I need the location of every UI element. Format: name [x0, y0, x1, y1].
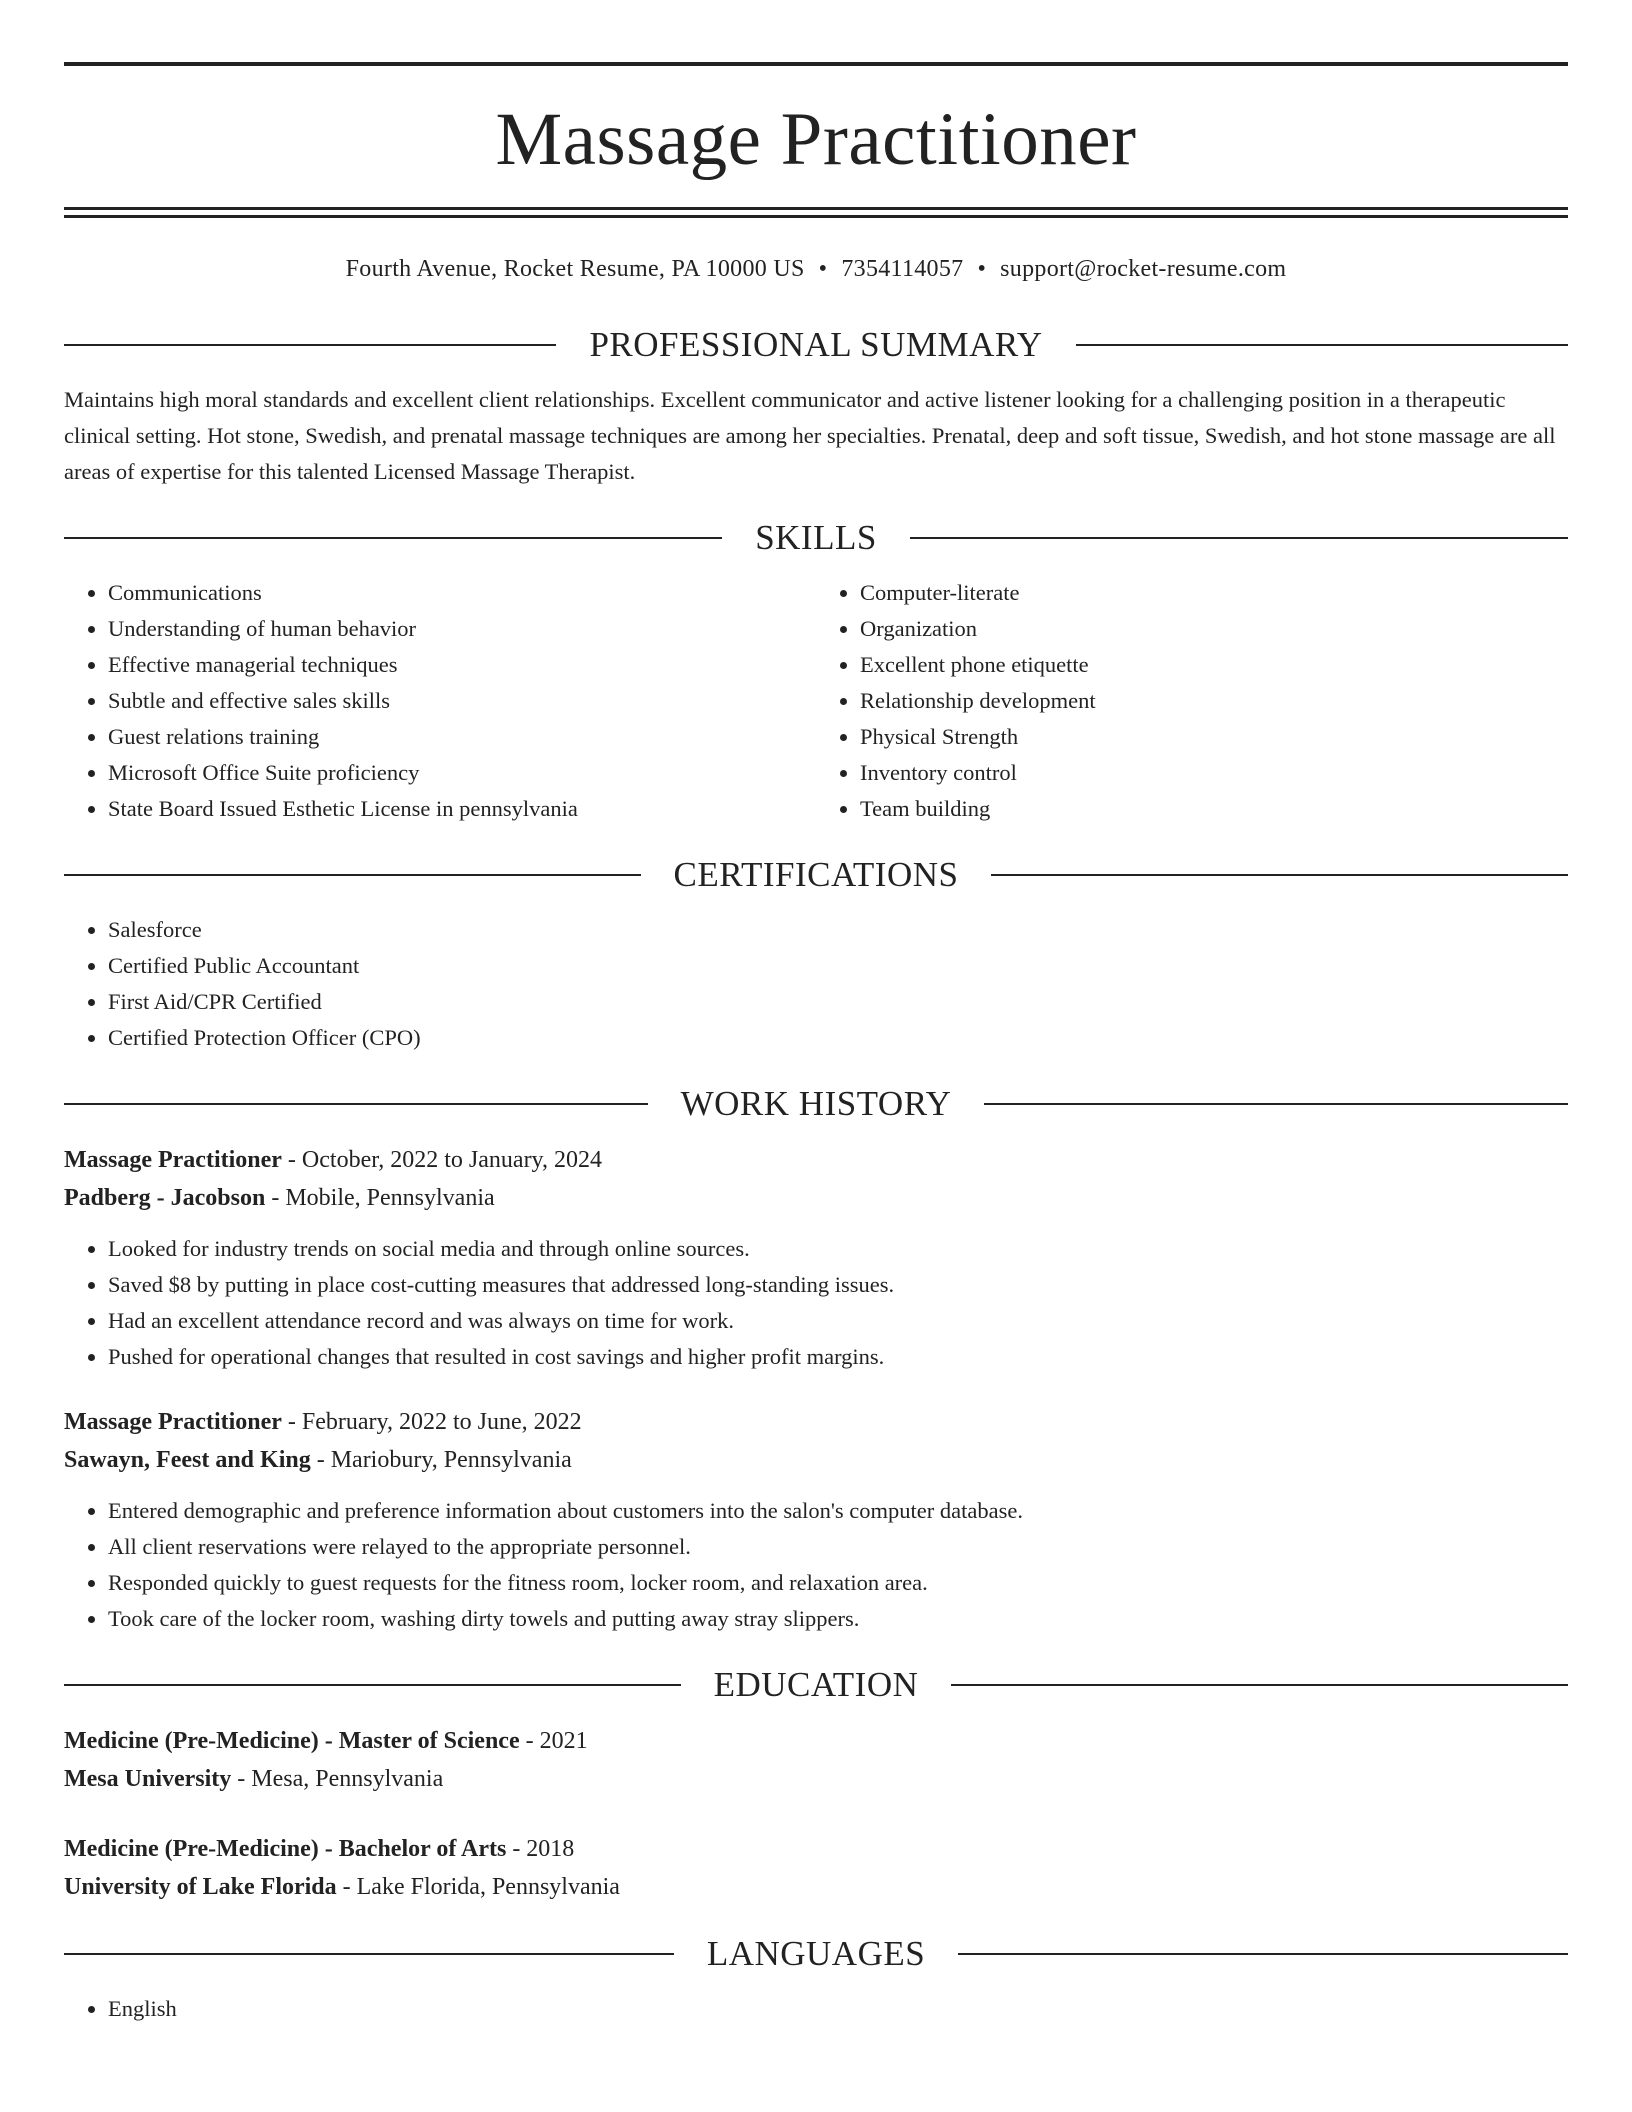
section-title-summary: PROFESSIONAL SUMMARY — [589, 325, 1043, 364]
job-bullet: • Had an excellent attendance record and was always on time for work. — [108, 1303, 1568, 1339]
job-company: Padberg - Jacobson — [64, 1185, 266, 1211]
section-title-skills: SKILLS — [755, 518, 877, 557]
education-year: - 2018 — [506, 1836, 575, 1862]
skill-item: • Computer-literate — [860, 575, 1568, 611]
job-bullet: • All client reservations were relayed to the appropriate personnel. — [108, 1529, 1568, 1565]
job-location: - Mariobury, Pennsylvania — [310, 1447, 572, 1473]
skill-item: • Excellent phone etiquette — [860, 647, 1568, 683]
skill-item: • Subtle and effective sales skills — [108, 683, 816, 719]
section-rule — [64, 344, 556, 346]
job-entry — [64, 1403, 1568, 1637]
languages-list — [64, 1991, 1568, 2027]
job-dates: - February, 2022 to June, 2022 — [281, 1409, 582, 1435]
skill-item: • Understanding of human behavior — [108, 611, 816, 647]
skill-item: • Relationship development — [860, 683, 1568, 719]
skill-item: • Organization — [860, 611, 1568, 647]
job-location: - Mobile, Pennsylvania — [265, 1185, 495, 1211]
skills-list-right — [816, 575, 1568, 827]
section-header-skills — [64, 520, 1568, 555]
skill-item: • Team building — [860, 791, 1568, 827]
job-bullet: • Took care of the locker room, washing dirty towels and putting away stray slippers. — [108, 1601, 1568, 1637]
job-company: Sawayn, Feest and King — [64, 1447, 311, 1473]
section-rule — [991, 874, 1568, 876]
skills-columns — [64, 575, 1568, 827]
certification-item: • Certified Public Accountant — [108, 948, 1568, 984]
contact-separator: • — [977, 256, 987, 282]
section-header-summary — [64, 327, 1568, 362]
education-location: - Lake Florida, Pennsylvania — [336, 1874, 620, 1900]
certifications-list — [64, 912, 1568, 1056]
education-entry — [64, 1830, 1568, 1906]
job-bullet: • Entered demographic and preference information about customers into the salon's computer database. — [108, 1493, 1568, 1529]
job-role: Massage Practitioner — [64, 1409, 282, 1435]
skill-item: • State Board Issued Esthetic License in pennsylvania — [108, 791, 816, 827]
job-bullets — [64, 1231, 1568, 1375]
job-dates: - October, 2022 to January, 2024 — [281, 1147, 602, 1173]
job-bullet: • Saved $8 by putting in place cost-cutting measures that addressed long-standing issues. — [108, 1267, 1568, 1303]
skill-item: • Microsoft Office Suite proficiency — [108, 755, 816, 791]
education-degree: Medicine (Pre-Medicine) - Bachelor of Arts — [64, 1836, 507, 1862]
education-school-line — [64, 1760, 1568, 1798]
job-role: Massage Practitioner — [64, 1147, 282, 1173]
section-title-work: WORK HISTORY — [680, 1084, 952, 1123]
top-rule — [64, 62, 1568, 66]
skill-item: • Effective managerial techniques — [108, 647, 816, 683]
summary-text: Maintains high moral standards and excellent client relationships. Excellent communicator and active listener looking for a challenging position in a therapeutic clinical setting. Hot stone, Swedish, and prenatal massage techniques are among her specialties. Prenatal, deep and soft tissue, Swedish, and hot stone massage are all areas of expertise for this talented Licensed Massage Therapist. — [64, 387, 1556, 484]
section-rule — [910, 537, 1568, 539]
section-rule — [64, 874, 641, 876]
section-rule — [1076, 344, 1568, 346]
contact-email: support@rocket-resume.com — [1000, 256, 1287, 282]
skill-item: • Communications — [108, 575, 816, 611]
job-bullet: • Responded quickly to guest requests for the fitness room, locker room, and relaxation area. — [108, 1565, 1568, 1601]
education-school-line — [64, 1868, 1568, 1906]
section-rule — [64, 1103, 648, 1105]
job-bullets — [64, 1493, 1568, 1637]
skill-item: • Physical Strength — [860, 719, 1568, 755]
certification-item: • Certified Protection Officer (CPO) — [108, 1020, 1568, 1056]
section-rule — [951, 1684, 1568, 1686]
section-title-certifications: CERTIFICATIONS — [673, 855, 959, 894]
job-title-line — [64, 1141, 1568, 1179]
section-title-languages: LANGUAGES — [706, 1934, 926, 1973]
education-degree-line — [64, 1830, 1568, 1868]
section-rule — [984, 1103, 1568, 1105]
section-title-education: EDUCATION — [713, 1665, 919, 1704]
education-year: - 2021 — [519, 1728, 588, 1754]
section-header-certifications — [64, 857, 1568, 892]
section-rule — [64, 1684, 681, 1686]
skill-item: • Inventory control — [860, 755, 1568, 791]
header-double-rule — [64, 207, 1568, 218]
job-bullet: • Looked for industry trends on social media and through online sources. — [108, 1231, 1568, 1267]
contact-address: Fourth Avenue, Rocket Resume, PA 10000 US — [345, 256, 805, 282]
education-degree-line — [64, 1722, 1568, 1760]
contact-line — [64, 256, 1568, 283]
education-location: - Mesa, Pennsylvania — [231, 1766, 444, 1792]
section-rule — [64, 1953, 674, 1955]
job-title-line — [64, 1403, 1568, 1441]
education-entry — [64, 1722, 1568, 1798]
contact-separator: • — [818, 256, 828, 282]
job-company-line — [64, 1441, 1568, 1479]
contact-phone: 7354114057 — [841, 256, 964, 282]
education-school: Mesa University — [64, 1766, 232, 1792]
section-header-languages — [64, 1936, 1568, 1971]
education-degree: Medicine (Pre-Medicine) - Master of Science — [64, 1728, 520, 1754]
job-bullet: • Pushed for operational changes that resulted in cost savings and higher profit margins. — [108, 1339, 1568, 1375]
job-entry — [64, 1141, 1568, 1375]
skills-list-left — [64, 575, 816, 827]
job-company-line — [64, 1179, 1568, 1217]
resume-page — [64, 62, 1568, 2027]
resume-name: Massage Practitioner — [495, 98, 1137, 181]
skill-item: • Guest relations training — [108, 719, 816, 755]
language-item: • English — [108, 1991, 1568, 2027]
section-rule — [64, 537, 722, 539]
certification-item: • First Aid/CPR Certified — [108, 984, 1568, 1020]
section-rule — [958, 1953, 1568, 1955]
section-header-work — [64, 1086, 1568, 1121]
certification-item: • Salesforce — [108, 912, 1568, 948]
section-header-education — [64, 1667, 1568, 1702]
education-school: University of Lake Florida — [64, 1874, 337, 1900]
